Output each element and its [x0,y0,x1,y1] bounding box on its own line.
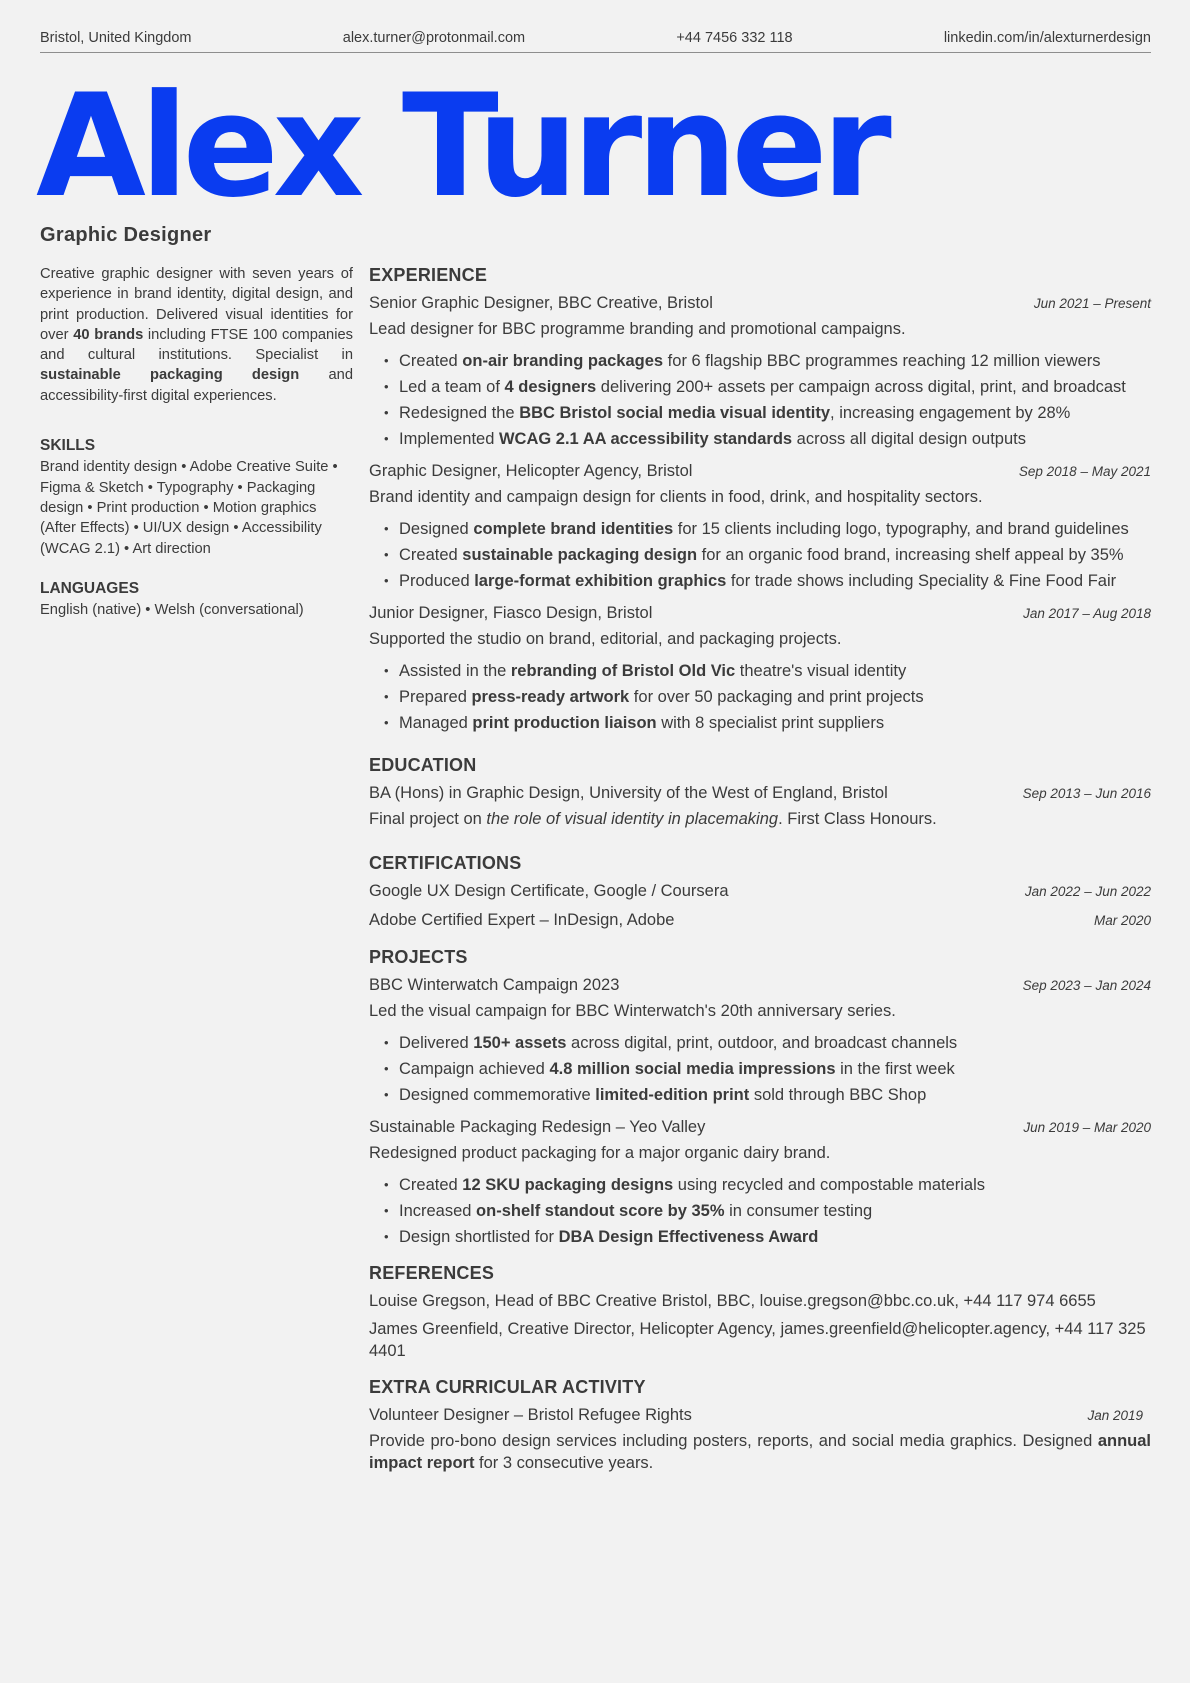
summary-highlight: sustainable packaging design [40,367,300,384]
projects-heading: PROJECTS [369,947,468,967]
job-date: Jan 2017 – Aug 2018 [1023,606,1151,621]
references-section [369,1262,1151,1362]
experience-section [369,264,1151,734]
job-description: Lead designer for BBC programme branding and promotional campaigns. [369,320,906,338]
job-title: Graphic Designer [40,224,212,246]
job-date: Sep 2018 – May 2021 [1018,464,1151,479]
extra-curricular-section [369,1376,1151,1474]
project-entry [369,974,1151,1106]
job-bullet: • Produced large-format exhibition graphics for trade shows including Speciality & Fine Food Fair [369,570,1151,592]
languages-list: English (native) • Welsh (conversational) [40,602,304,619]
job-role: Senior Graphic Designer, BBC Creative, Bristol [369,294,713,312]
project-description: Led the visual campaign for BBC Winterwatch's 20th anniversary series. [369,1002,896,1020]
certification-item [369,880,1151,903]
summary-highlight: 40 brands [73,326,144,343]
contact-location: Bristol, United Kingdom [40,30,192,46]
summary-text: including FTSE 100 companies and cultural institutions. Specialist in [40,326,353,364]
reference-item: James Greenfield, Creative Director, Helicopter Agency, james.greenfield@helicopter.agency, +44 117 325 4401 [369,1320,1146,1360]
education-section [369,754,1151,830]
degree-description: Final project on the role of visual identity in placemaking. First Class Honours. [369,810,937,828]
contact-email[interactable]: alex.turner@protonmail.com [342,30,526,46]
project-bullet: • Created 12 SKU packaging designs using recycled and compostable materials [369,1174,1151,1196]
summary-text: Creative graphic designer with seven years of experience in brand identity, digital design, and print production. Delivered visual identities for over [40,266,353,343]
projects-section [369,946,1151,1248]
project-bullet: • Design shortlisted for DBA Design Effectiveness Award [369,1226,1151,1248]
activity-date: Jan 2019 [1087,1408,1143,1423]
project-name: Sustainable Packaging Redesign – Yeo Valley [369,1118,706,1136]
activity-description: Provide pro-bono design services including posters, reports, and social media graphics. Designed annual impact report for 3 consecutive years. [369,1432,1151,1472]
skills-list: Brand identity design • Adobe Creative Suite • Figma & Sketch • Typography • Packaging design • Print production • Motion graphics (After Effects) • UI/UX design • Accessibility (WCAG 2.1) • Art direction [40,459,338,557]
left-column [40,264,353,620]
job-entry [369,292,1151,450]
certification-name: Adobe Certified Expert – InDesign, Adobe [369,911,675,929]
job-bullet: • Created on-air branding packages for 6 flagship BBC programmes reaching 12 million viewers [369,350,1151,372]
summary-text: and accessibility-first digital experiences. [40,367,353,404]
certification-date: Jan 2022 – Jun 2022 [1024,884,1151,899]
certification-name: Google UX Design Certificate, Google / Coursera [369,882,729,900]
job-date: Jun 2021 – Present [1033,296,1151,311]
job-description: Brand identity and campaign design for clients in food, drink, and hospitality sectors. [369,488,983,506]
certification-date: Mar 2020 [1093,913,1151,928]
job-bullet: • Prepared press-ready artwork for over 50 packaging and print projects [369,686,1151,708]
contact-phone[interactable]: +44 7456 332 118 [676,30,793,46]
project-name: BBC Winterwatch Campaign 2023 [369,976,620,994]
activity-role: Volunteer Designer – Bristol Refugee Rights [369,1406,692,1424]
certifications-heading: CERTIFICATIONS [369,853,522,873]
right-column [369,264,1151,1488]
project-date: Sep 2023 – Jan 2024 [1022,978,1151,993]
project-bullet: • Designed commemorative limited-edition print sold through BBC Shop [369,1084,1151,1106]
job-entry [369,602,1151,734]
certifications-section [369,852,1151,932]
project-date: Jun 2019 – Mar 2020 [1023,1120,1151,1135]
job-bullet: • Led a team of 4 designers delivering 200+ assets per campaign across digital, print, and broadcast [369,376,1151,398]
job-bullet: • Managed print production liaison with 8 specialist print suppliers [369,712,1151,734]
languages-heading: LANGUAGES [40,579,140,597]
experience-heading: EXPERIENCE [369,265,488,285]
candidate-name: Alex Turner [36,64,886,229]
job-bullet: • Redesigned the BBC Bristol social media visual identity, increasing engagement by 28% [369,402,1151,424]
education-heading: EDUCATION [369,755,477,775]
job-bullet: • Implemented WCAG 2.1 AA accessibility standards across all digital design outputs [369,428,1151,450]
project-bullet: • Campaign achieved 4.8 million social media impressions in the first week [369,1058,1151,1080]
reference-item: Louise Gregson, Head of BBC Creative Bristol, BBC, louise.gregson@bbc.co.uk, +44 117 974 6655 [369,1292,1096,1310]
profile-summary [40,264,353,406]
project-bullet: • Delivered 150+ assets across digital, print, outdoor, and broadcast channels [369,1032,1151,1054]
job-entry [369,460,1151,592]
contact-bar [40,30,1151,53]
project-bullet: • Increased on-shelf standout score by 35% in consumer testing [369,1200,1151,1222]
degree-date: Sep 2013 – Jun 2016 [1022,786,1151,801]
job-description: Supported the studio on brand, editorial, and packaging projects. [369,630,842,648]
certification-item [369,909,1151,932]
extra-curricular-heading: EXTRA CURRICULAR ACTIVITY [369,1377,646,1397]
degree-name: BA (Hons) in Graphic Design, University of the West of England, Bristol [369,784,888,802]
job-bullet: • Assisted in the rebranding of Bristol Old Vic theatre's visual identity [369,660,1151,682]
job-bullet: • Created sustainable packaging design for an organic food brand, increasing shelf appeal by 35% [369,544,1151,566]
contact-linkedin[interactable]: linkedin.com/in/alexturnerdesign [943,30,1151,46]
project-entry [369,1116,1151,1248]
job-role: Junior Designer, Fiasco Design, Bristol [369,604,653,622]
project-description: Redesigned product packaging for a major organic dairy brand. [369,1144,831,1162]
job-role: Graphic Designer, Helicopter Agency, Bristol [369,462,693,480]
skills-heading: SKILLS [40,437,96,455]
references-heading: REFERENCES [369,1263,495,1283]
job-bullet: • Designed complete brand identities for 15 clients including logo, typography, and brand guidelines [369,518,1151,540]
